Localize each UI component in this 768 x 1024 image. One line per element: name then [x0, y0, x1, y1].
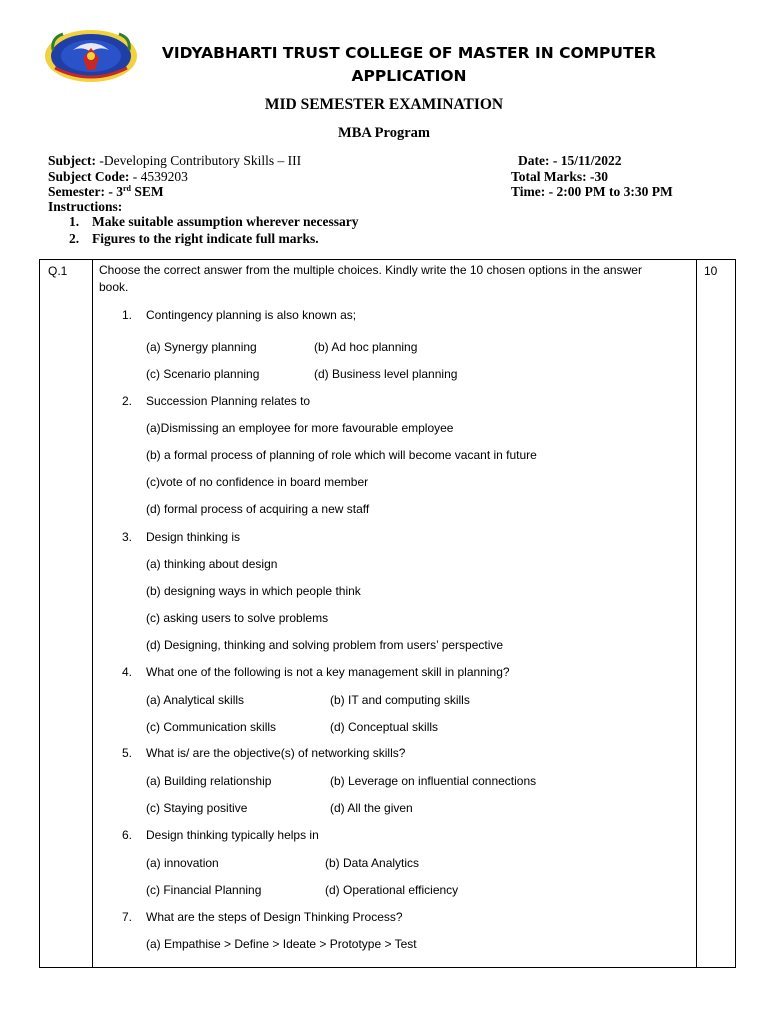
mcq-question-2: 2. Succession Planning relates to — [122, 394, 311, 408]
mcq-option: (c) Financial Planning — [146, 883, 262, 897]
mcq-option: (a)Dismissing an employee for more favourable employee — [146, 421, 454, 435]
exam-date: Date: - 15/11/2022 — [518, 153, 622, 168]
mcq-option: (a) thinking about design — [146, 557, 278, 571]
mcq-question-4: 4. What one of the following is not a key management skill in planning? — [122, 665, 510, 679]
subject-line — [48, 153, 301, 169]
total-marks: Total Marks: -30 — [511, 169, 608, 184]
mcq-option: (d) All the given — [330, 801, 413, 815]
subject-value: -Developing Contributory Skills – III — [96, 153, 302, 168]
mcq-question-6: 6. Design thinking typically helps in — [122, 828, 319, 842]
mcq-option: (b) Data Analytics — [325, 856, 420, 870]
question-intro: Choose the correct answer from the multiple choices. Kindly write the 10 chosen options in the answer book. — [99, 263, 642, 294]
instruction-item: 1. Make suitable assumption wherever necessary — [69, 214, 359, 229]
column-divider — [92, 260, 93, 967]
semester-prefix: Semester: - 3 — [48, 184, 123, 199]
mcq-option: (b) a formal process of planning of role which will become vacant in future — [146, 448, 537, 462]
mcq-option: (c) Scenario planning — [146, 367, 260, 381]
mcq-option: (c) asking users to solve problems — [146, 611, 329, 625]
subject-code-value: - 4539203 — [129, 169, 188, 184]
college-title-line2: APPLICATION — [351, 67, 467, 85]
column-divider — [696, 260, 697, 967]
mcq-option: (d) Operational efficiency — [325, 883, 459, 897]
mcq-option: (d) Designing, thinking and solving problem from users’ perspective — [146, 638, 504, 652]
mcq-question-1: 1. Contingency planning is also known as; — [122, 308, 357, 322]
question-marks: 10 — [704, 264, 718, 278]
mcq-option: (a) Analytical skills — [146, 693, 245, 707]
mcq-option: (c) Staying positive — [146, 801, 248, 815]
mcq-option: (d) Conceptual skills — [330, 720, 439, 734]
semester-suffix: SEM — [130, 184, 164, 199]
mcq-question-7: 7. What are the steps of Design Thinking Process? — [122, 910, 403, 924]
mcq-option: (c)vote of no confidence in board member — [146, 475, 369, 489]
program-title: MBA Program — [338, 125, 430, 141]
exam-time: Time: - 2:00 PM to 3:30 PM — [511, 184, 673, 199]
mcq-option: (b) designing ways in which people think — [146, 584, 361, 598]
mcq-option: (a) Synergy planning — [146, 340, 257, 354]
mcq-question-5: 5. What is/ are the objective(s) of networking skills? — [122, 746, 406, 760]
instruction-item: 2. Figures to the right indicate full marks. — [69, 231, 319, 246]
semester-sup: rd — [122, 184, 131, 193]
mcq-option: (d) formal process of acquiring a new staff — [146, 502, 370, 516]
mcq-question-3: 3. Design thinking is — [122, 530, 241, 544]
college-title — [150, 42, 668, 88]
college-title-line1: VIDYABHARTI TRUST COLLEGE OF MASTER IN COMPUTER — [161, 44, 657, 62]
mcq-option: (a) innovation — [146, 856, 219, 870]
semester-line — [48, 184, 164, 200]
college-logo — [43, 28, 139, 84]
mcq-option: (b) IT and computing skills — [330, 693, 470, 707]
subject-label: Subject: — [48, 153, 96, 168]
mcq-option: (b) Ad hoc planning — [314, 340, 418, 354]
mcq-option: (c) Communication skills — [146, 720, 277, 734]
question-number: Q.1 — [48, 264, 68, 278]
instructions-heading: Instructions: — [48, 199, 123, 214]
subject-code-line — [48, 169, 188, 185]
mcq-option: (a) Empathise > Define > Ideate > Prototype > Test — [146, 937, 417, 951]
mcq-option: (a) Building relationship — [146, 774, 272, 788]
question-table — [39, 259, 736, 968]
mcq-option: (d) Business level planning — [314, 367, 458, 381]
exam-title: MID SEMESTER EXAMINATION — [264, 96, 504, 113]
mcq-option: (b) Leverage on influential connections — [330, 774, 537, 788]
subject-code-label: Subject Code: — [48, 169, 130, 184]
